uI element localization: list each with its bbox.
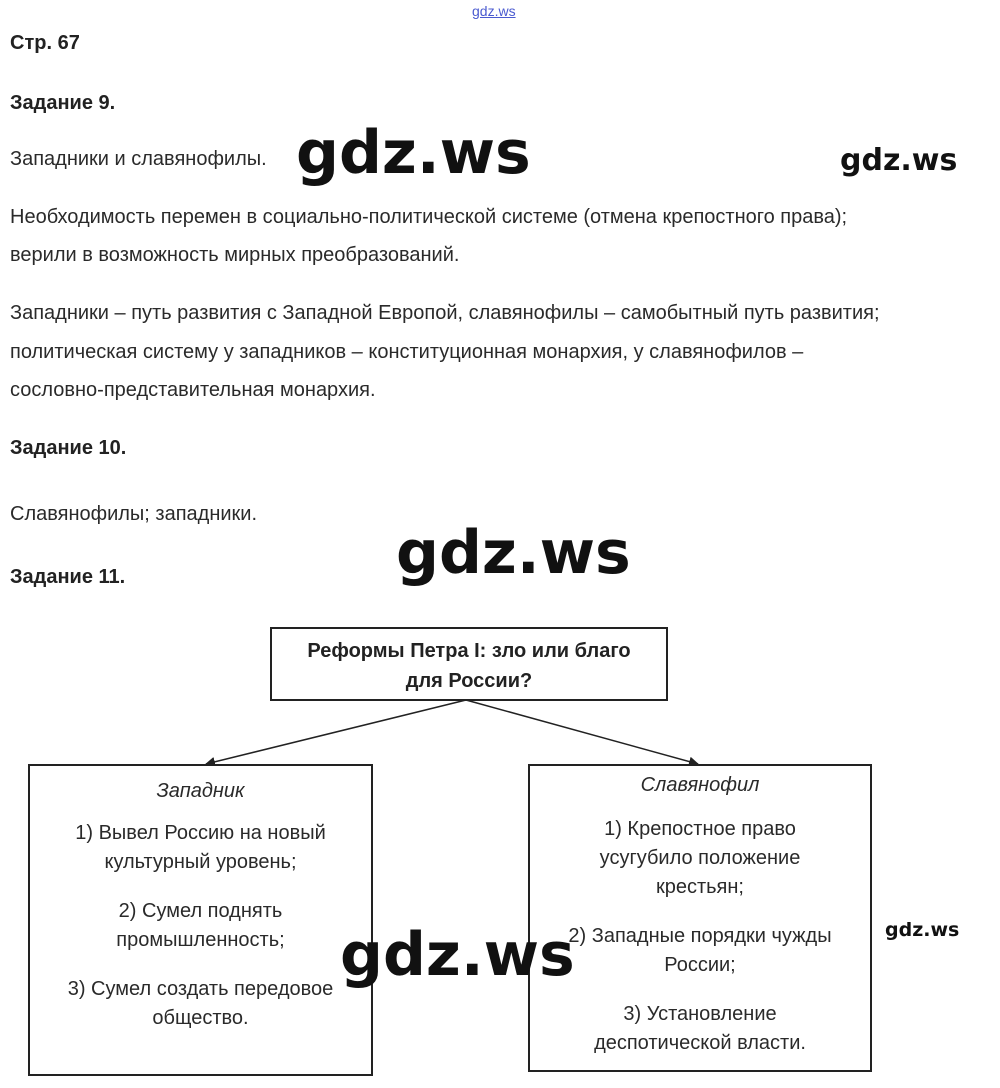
- page-reference: Стр. 67: [10, 32, 80, 54]
- task-9-title: Задание 9.: [10, 92, 116, 114]
- westernizer-heading: Западник: [156, 780, 245, 802]
- westernizer-item-1: 1) Вывел Россию на новый культурный уровень;: [75, 822, 326, 873]
- westernizer-item-2: 2) Сумел поднять промышленность;: [116, 900, 285, 951]
- task-10-title: Задание 10.: [10, 437, 127, 459]
- slavophile-box: [528, 764, 872, 1072]
- task-9-answer-1: Западники и славянофилы.: [10, 148, 267, 170]
- top-watermark: gdz.ws: [472, 3, 516, 19]
- watermark-small-1: gdz.ws: [840, 143, 958, 178]
- westernizer-box: [28, 764, 373, 1076]
- task-11-title: Задание 11.: [10, 566, 126, 588]
- slavophile-item-3: 3) Установление деспотической власти.: [594, 1003, 806, 1054]
- diagram-question-line-1: Реформы Петра I: зло или благо: [307, 640, 631, 662]
- arrow-to-westernizer: [206, 700, 466, 764]
- slavophile-item-1: 1) Крепостное право усугубило положение крестьян;: [599, 818, 801, 898]
- task-9-answer-2-line-2: верили в возможность мирных преобразований.: [10, 244, 460, 266]
- task-9-answer-3-line-2: политическая систему у западников – конституционная монархия, у славянофилов –: [10, 341, 804, 363]
- task-9-answer-3-line-3: сословно-представительная монархия.: [10, 379, 376, 401]
- slavophile-heading: Славянофил: [640, 774, 760, 796]
- diagram-question-line-2: для России?: [405, 670, 533, 692]
- task-10-answer: Славянофилы; западники.: [10, 503, 258, 525]
- diagram-question-box: [270, 627, 668, 701]
- arrow-to-slavophile: [466, 700, 698, 764]
- watermark-large-1: gdz.ws: [296, 118, 531, 188]
- task-9-answer-2-line-1: Необходимость перемен в социально-политической системе (отмена крепостного права);: [10, 206, 848, 228]
- slavophile-item-2: 2) Западные порядки чужды России;: [568, 925, 832, 976]
- westernizer-item-3: 3) Сумел создать передовое общество.: [67, 978, 334, 1029]
- task-9-answer-3-line-1: Западники – путь развития с Западной Европой, славянофилы – самобытный путь развития;: [10, 302, 880, 324]
- watermark-large-2: gdz.ws: [396, 518, 631, 588]
- watermark-small-2: gdz.ws: [885, 919, 960, 941]
- watermark-large-3: gdz.ws: [340, 920, 575, 990]
